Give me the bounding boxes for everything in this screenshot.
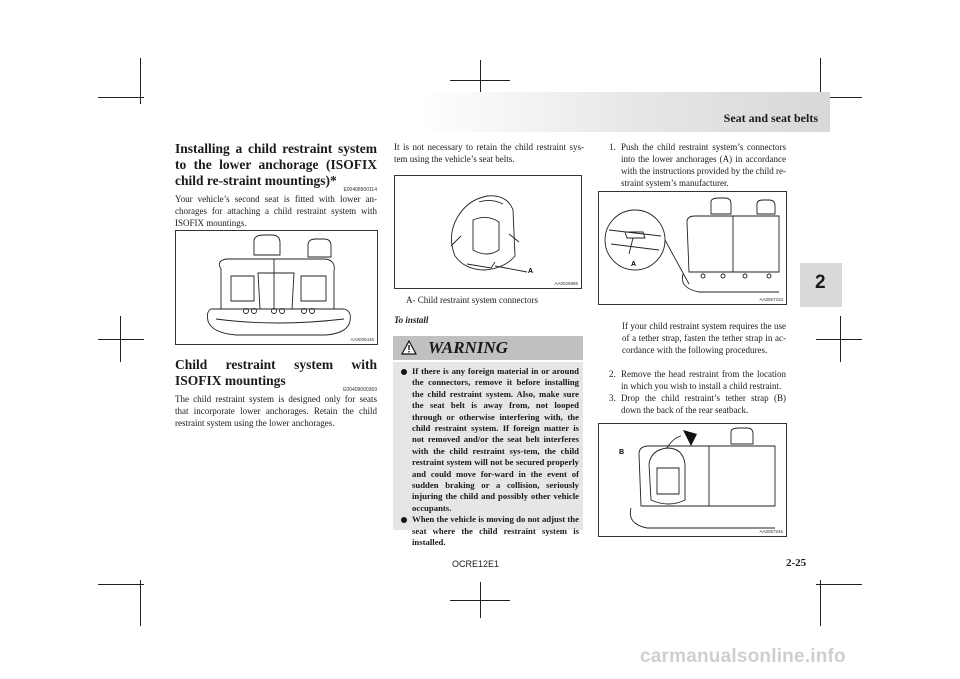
left-column-lower <box>175 357 377 429</box>
section-code: E00409000369 <box>343 387 377 393</box>
section-heading: Installing a child restraint system to the lower anchorage (ISOFIX child re-straint mountings)* <box>175 141 377 188</box>
crop-mark <box>140 580 141 626</box>
figure-caption: A- Child restraint system connectors <box>406 295 538 305</box>
watermark: carmanualsonline.info <box>640 646 846 667</box>
document-code: OCRE12E1 <box>452 559 500 569</box>
crop-mark <box>98 97 144 98</box>
step-item <box>609 368 786 392</box>
callout-label: A <box>631 261 637 268</box>
figure-code: AA0025995 <box>554 281 578 286</box>
paragraph: The child restraint system is designed only for seats that incorporate lower anchorages. Retain the child restraint system using the lower anchorages. <box>175 394 377 428</box>
step-item <box>609 141 786 189</box>
step-list <box>609 141 786 189</box>
middle-paragraph: It is not necessary to retain the child restraint sys-tem using the vehicle’s seat belts. <box>394 142 584 164</box>
figure-rear-seat <box>175 230 378 345</box>
page-number: 2-25 <box>786 557 807 569</box>
step-text: Push the child restraint system’s connectors into the lower anchorages (A) in accordance with the instructions provided by the child re-straint system’s manufacturer. <box>621 142 786 188</box>
figure-code: AA0057233 <box>759 297 783 302</box>
child-seat-illustration <box>395 176 583 290</box>
crop-mark <box>816 584 862 585</box>
step-number: 2. <box>609 369 616 379</box>
subheading: To install <box>394 315 429 325</box>
warning-item-text: If there is any foreign material in or around the connectors, remove it before installing the child restraint system. Also, make sure the seat belt is away from, not looped through or otherwise interfering with, the child restraint system. If foreign matter is not removed and/or the seat belt interferes with the child restraint sys-tem, the child restraint system will not be secured properly and could move for-ward in the event of sudden braking or a collision, seriously injuring the child and possibly other vehicle occupants. <box>412 366 579 513</box>
registration-mark <box>98 339 144 340</box>
chapter-number: 2 <box>815 272 826 293</box>
tether-paragraph: If your child restraint system requires the use of a tether strap, fasten the tether strap in ac-cordance with the following procedures. <box>622 321 786 355</box>
section-code: E00408900114 <box>343 187 377 193</box>
crop-mark <box>98 584 144 585</box>
callout-label: B <box>619 449 625 456</box>
anchorage-illustration <box>599 192 788 306</box>
callout-label: A <box>528 268 534 275</box>
figure-child-seat <box>394 175 582 289</box>
step-number: 1. <box>609 142 616 152</box>
bullet-icon <box>401 369 407 375</box>
warning-list <box>401 366 579 549</box>
step-number: 3. <box>609 393 616 403</box>
figure-code: AA0005446 <box>350 337 374 342</box>
warning-item <box>401 366 579 514</box>
section-heading: Child restraint system with ISOFIX mountings <box>175 357 377 388</box>
registration-mark <box>120 316 121 362</box>
bullet-icon <box>401 517 407 523</box>
registration-mark <box>450 80 510 81</box>
warning-item-text: When the vehicle is moving do not adjust the seat where the child restraint system is installed. <box>412 514 579 548</box>
registration-mark <box>840 316 841 362</box>
warning-item <box>401 514 579 548</box>
section-title: Seat and seat belts <box>723 111 818 125</box>
step-list <box>609 368 786 416</box>
figure-tether-strap <box>598 423 787 537</box>
rear-seat-illustration <box>176 231 379 346</box>
registration-mark <box>450 600 510 601</box>
left-column <box>175 141 377 229</box>
figure-code: AA0057246 <box>759 529 783 534</box>
warning-triangle-icon <box>401 340 417 355</box>
step-text: Drop the child restraint’s tether strap (B) down the back of the rear seatback. <box>621 393 786 415</box>
warning-title: WARNING <box>428 338 508 357</box>
tether-strap-illustration <box>599 424 788 538</box>
registration-mark <box>480 60 481 96</box>
step-item <box>609 392 786 416</box>
paragraph: Your vehicle’s second seat is fitted with lower an-chorages for attaching a child restraint system with ISOFIX mountings. <box>175 194 377 228</box>
figure-anchorages <box>598 191 787 305</box>
registration-mark <box>816 339 862 340</box>
step-text: Remove the head restraint from the location in which you wish to install a child restraint. <box>621 369 786 391</box>
crop-mark <box>820 580 821 626</box>
